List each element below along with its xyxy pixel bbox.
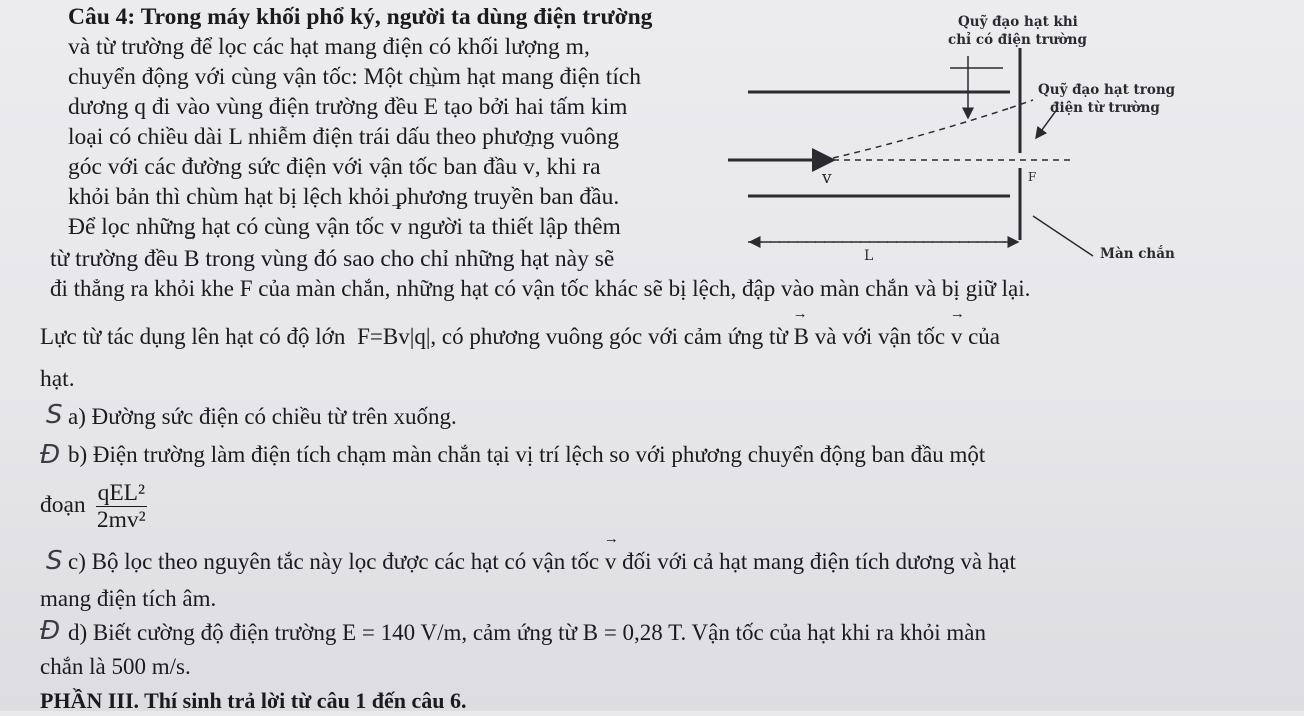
section-heading: PHẦN III. Thí sinh trả lời từ câu 1 đến câu 6. <box>40 688 467 713</box>
statement-b: b) Điện trường làm điện tích chạm màn chắn tại vị trí lệch so với phương chuyển động ban đầu một <box>68 442 986 467</box>
question-number-text: Câu 4: Trong máy khối phổ ký, người ta dùng điện trường <box>68 4 653 30</box>
pointer-screen <box>1033 216 1093 256</box>
intro-line-8-part-2: người ta thiết lập thêm <box>407 214 621 240</box>
vector-v-symbol: → v <box>523 152 535 182</box>
intro-line-9-part-2: trong vùng đó sao cho chỉ những hạt này sẽ <box>205 246 615 272</box>
intro-line-9 <box>50 244 614 274</box>
label-velocity-symbol: → v <box>822 168 832 188</box>
intro-line-2: và từ trường để lọc các hạt mang điện có khối lượng m, <box>68 34 590 60</box>
intro-line-11-part-4: của <box>968 324 1000 349</box>
statement-c-continuation: mang điện tích âm. <box>40 586 217 611</box>
label-slit-f: F <box>1028 170 1037 184</box>
vector-v-symbol-4: → v <box>605 547 617 577</box>
intro-line-7: khỏi bản thì chùm hạt bị lệch khỏi phương truyền ban đầu. <box>68 184 620 210</box>
vector-v-symbol-2: → v <box>390 212 402 242</box>
vector-e-symbol: → E <box>424 92 438 122</box>
statement-b-continuation <box>40 476 147 534</box>
label-screen: Màn chắn <box>1100 246 1175 262</box>
deflected-path-dashed <box>833 108 1010 158</box>
intro-line-8 <box>68 212 621 242</box>
handwritten-d-mark-icon-2: Đ <box>40 616 61 646</box>
intro-line-8-part-1: Để lọc những hạt có cùng vận tốc <box>68 214 385 240</box>
label-em-field-2: điện từ trường <box>1050 100 1160 116</box>
handwritten-s-mark-icon: S <box>46 400 63 430</box>
mass-spectrometer-diagram <box>728 8 1288 278</box>
statement-c-part-1: c) Bộ lọc theo nguyên tắc này lọc được các hạt có vận tốc <box>68 549 600 574</box>
label-velocity <box>822 168 832 188</box>
intro-line-6-part-2: , khi ra <box>534 154 601 180</box>
vector-b-symbol: → B <box>184 244 200 274</box>
diagram-svg <box>728 8 1288 278</box>
intro-line-3: chuyển động với cùng vận tốc: Một chùm hạt mang điện tích <box>68 64 642 90</box>
vector-b-symbol-2: → B <box>794 322 809 352</box>
intro-line-1 <box>68 2 652 32</box>
statement-c-part-2: đối với cả hạt mang điện tích dương và hạt <box>622 549 1016 574</box>
intro-line-11-part-3: và với vận tốc <box>814 324 946 349</box>
intro-line-9-part-1: từ trường đều <box>50 246 178 272</box>
intro-line-4 <box>68 92 627 122</box>
fraction-numerator: qEL² <box>97 480 146 507</box>
intro-line-5: loại có chiều dài L nhiễm điện trái dấu theo phương vuông <box>68 124 619 150</box>
label-length: L <box>864 248 874 264</box>
intro-line-12: hạt. <box>40 366 75 392</box>
intro-line-11-part-2: , có phương vuông góc với cảm ứng từ <box>430 324 788 349</box>
intro-line-11-part-1: Lực từ tác dụng lên hạt có độ lớn <box>40 324 346 349</box>
label-electric-only-1: Quỹ đạo hạt khi <box>958 14 1078 30</box>
intro-line-4-part-2: tạo bởi hai tấm kim <box>444 94 628 120</box>
label-em-field-1: Quỹ đạo hạt trong <box>1038 82 1176 98</box>
intro-line-6 <box>68 152 601 182</box>
statement-d: d) Biết cường độ điện trường E = 140 V/m, cảm ứng từ B = 0,28 T. Vận tốc của hạt khi ra khỏi màn <box>68 620 986 645</box>
intro-line-10: đi thẳng ra khỏi khe F của màn chắn, những hạt có vận tốc khác sẽ bị lệch, đập vào màn chắn và bị giữ lại. <box>50 276 1031 301</box>
statement-a: a) Đường sức điện có chiều từ trên xuống. <box>68 404 457 429</box>
intro-line-6-part-1: góc với các đường sức điện với vận tốc ban đầu <box>68 154 518 180</box>
fraction-denominator: 2mv² <box>96 507 146 534</box>
intro-line-11 <box>40 322 1000 352</box>
statement-b-doan: đoạn <box>40 492 86 518</box>
label-electric-only-2: chỉ có điện trường <box>948 32 1087 48</box>
statement-c <box>68 547 1016 577</box>
deflection-fraction <box>96 480 148 533</box>
vector-v-symbol-3: → v <box>951 322 963 352</box>
handwritten-d-mark-icon: Đ <box>40 440 61 470</box>
handwritten-s-mark-icon-2: S <box>46 546 63 576</box>
intro-line-4-part-1: dương q đi vào vùng điện trường đều <box>68 94 418 120</box>
force-formula: F=Bv|q| <box>357 324 431 349</box>
statement-d-continuation: chắn là 500 m/s. <box>40 654 191 679</box>
